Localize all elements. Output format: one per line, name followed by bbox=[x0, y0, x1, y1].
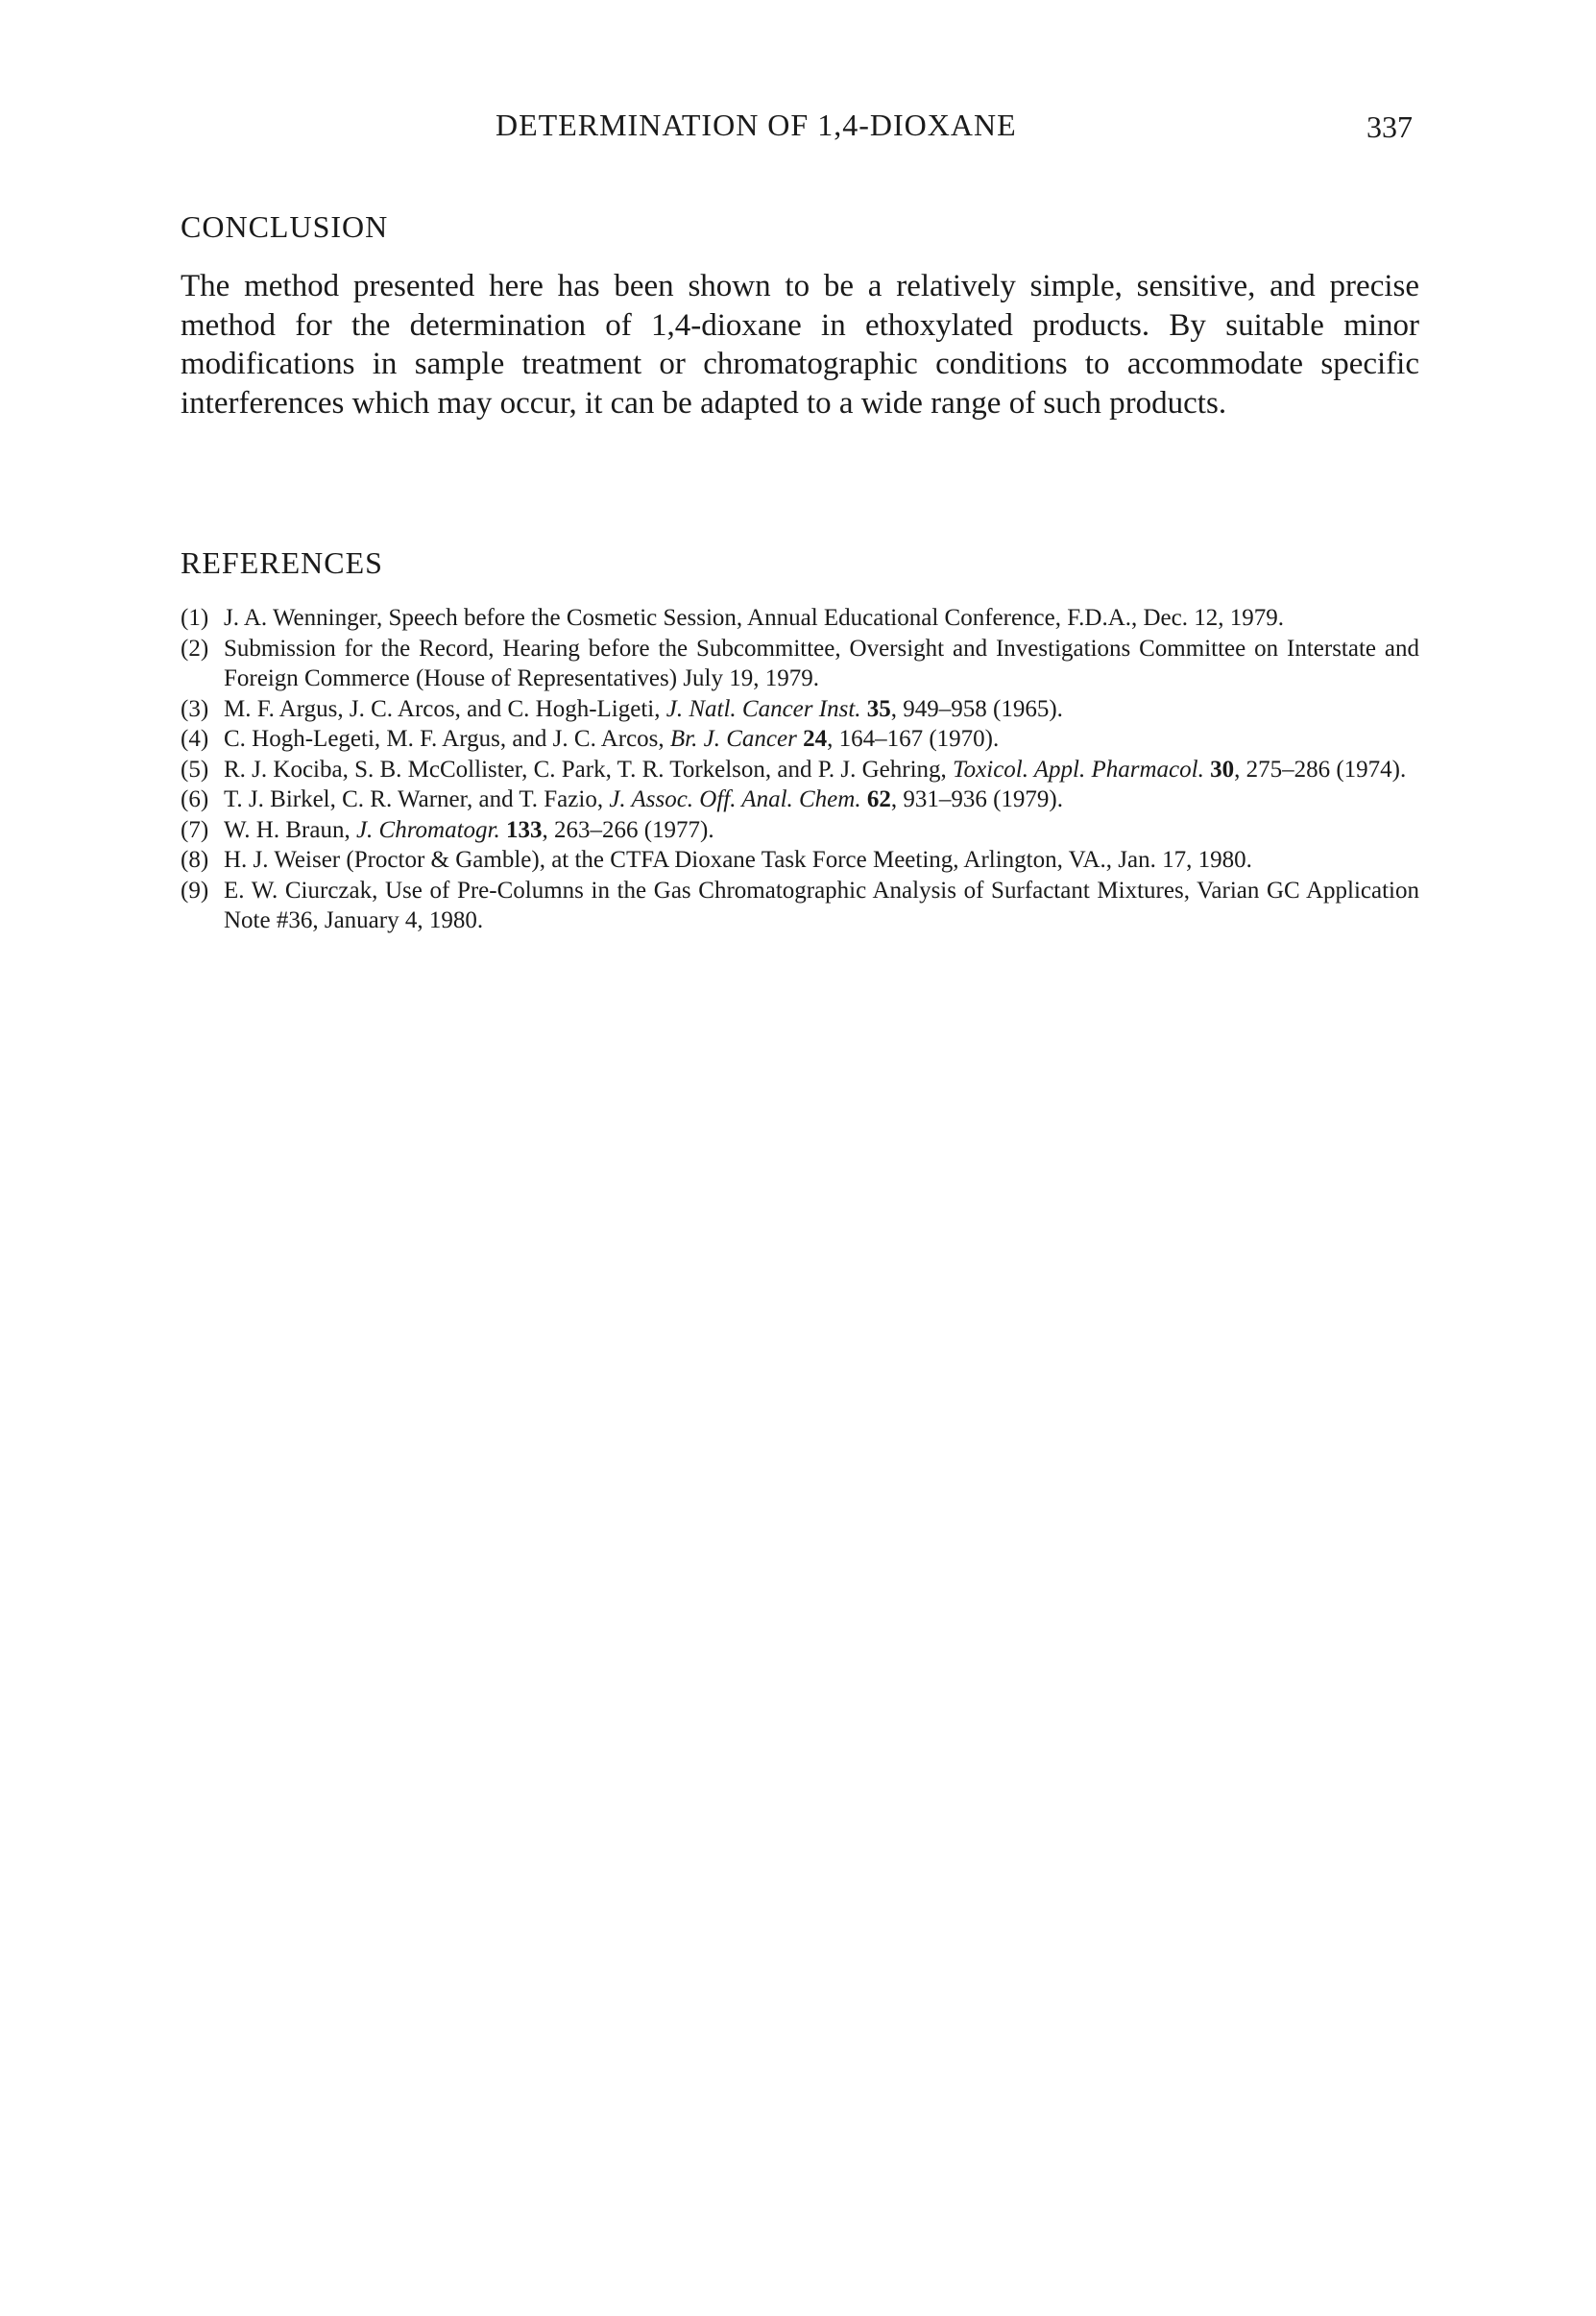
journal-title: J. Natl. Cancer Inst. bbox=[665, 695, 861, 722]
reference-item bbox=[181, 603, 1419, 634]
reference-item bbox=[181, 694, 1419, 725]
running-title: DETERMINATION OF 1,4-DIOXANE bbox=[496, 108, 1017, 142]
reference-segment: , 275–286 (1974). bbox=[1234, 756, 1407, 783]
reference-number: (2) bbox=[181, 635, 209, 662]
references-heading: REFERENCES bbox=[181, 545, 383, 580]
reference-number: (7) bbox=[181, 816, 209, 843]
reference-segment: J. A. Wenninger, Speech before the Cosmetic Session, Annual Educational Conference, F.D.A., Dec. 12, 1979. bbox=[224, 605, 1285, 631]
reference-text bbox=[224, 817, 714, 843]
reference-segment: , 263–266 (1977). bbox=[542, 816, 714, 843]
reference-segment: R. J. Kociba, S. B. McCollister, C. Park, T. R. Torkelson, and P. J. Gehring, bbox=[224, 756, 954, 783]
reference-item bbox=[181, 634, 1419, 694]
reference-text bbox=[224, 786, 1063, 812]
volume-number: 133 bbox=[505, 816, 543, 843]
volume-number: 30 bbox=[1210, 756, 1235, 783]
reference-segment: W. H. Braun, bbox=[224, 816, 356, 843]
reference-segment: T. J. Birkel, C. R. Warner, and T. Fazio, bbox=[224, 786, 610, 812]
journal-title: J. Chromatogr. bbox=[355, 816, 500, 843]
reference-list bbox=[181, 603, 1419, 936]
page-number: 337 bbox=[1366, 109, 1413, 144]
conclusion-paragraph: The method presented here has been shown to be a relatively simple, sensitive, and precise method for the determination of 1,4-dioxane in ethoxylated products. By suitable minor modifications in sample treatment or chromatographic conditions to accommodate specific interferences which may occur, it can be adapted to a wide range of such products. bbox=[181, 269, 1419, 421]
journal-title: J. Assoc. Off. Anal. Chem. bbox=[609, 786, 861, 812]
reference-item bbox=[181, 724, 1419, 755]
reference-segment: , 164–167 (1970). bbox=[827, 726, 1000, 752]
conclusion-heading: CONCLUSION bbox=[181, 209, 389, 244]
reference-item bbox=[181, 784, 1419, 815]
volume-number: 35 bbox=[866, 695, 891, 722]
reference-text bbox=[224, 696, 1063, 722]
reference-number: (9) bbox=[181, 877, 209, 904]
reference-segment: E. W. Ciurczak, Use of Pre-Columns in the Gas Chromatographic Analysis of Surfactant Mixtures, Varian GC Application Note #36, January 4, 1980. bbox=[224, 877, 1419, 933]
reference-item bbox=[181, 815, 1419, 846]
journal-title: Toxicol. Appl. Pharmacol. bbox=[953, 756, 1204, 783]
reference-text bbox=[224, 847, 1252, 873]
reference-number: (6) bbox=[181, 786, 209, 812]
reference-segment: Submission for the Record, Hearing before the Subcommittee, Oversight and Investigations Committee on Interstate and Foreign Commerce (House of Representatives) July 19, 1979. bbox=[224, 635, 1419, 691]
reference-segment: , 931–936 (1979). bbox=[890, 786, 1063, 812]
volume-number: 24 bbox=[803, 726, 828, 752]
reference-number: (1) bbox=[181, 605, 209, 631]
reference-item bbox=[181, 845, 1419, 876]
reference-text bbox=[224, 757, 1406, 783]
reference-text bbox=[224, 726, 999, 752]
reference-item bbox=[181, 876, 1419, 936]
reference-item bbox=[181, 755, 1419, 785]
reference-number: (5) bbox=[181, 756, 209, 783]
reference-number: (3) bbox=[181, 695, 209, 722]
reference-segment: , 949–958 (1965). bbox=[890, 695, 1063, 722]
reference-text bbox=[224, 878, 1419, 934]
reference-segment: M. F. Argus, J. C. Arcos, and C. Hogh-Ligeti, bbox=[224, 695, 666, 722]
reference-number: (4) bbox=[181, 726, 209, 752]
reference-text bbox=[224, 636, 1419, 692]
reference-segment: C. Hogh-Legeti, M. F. Argus, and J. C. Arcos, bbox=[224, 726, 670, 752]
conclusion-body bbox=[181, 267, 1419, 422]
reference-segment: H. J. Weiser (Proctor & Gamble), at the CTFA Dioxane Task Force Meeting, Arlington, VA., Jan. 17, 1980. bbox=[224, 847, 1252, 873]
reference-number: (8) bbox=[181, 847, 209, 873]
reference-text bbox=[224, 605, 1284, 631]
journal-title: Br. J. Cancer bbox=[669, 726, 797, 752]
volume-number: 62 bbox=[866, 786, 891, 812]
